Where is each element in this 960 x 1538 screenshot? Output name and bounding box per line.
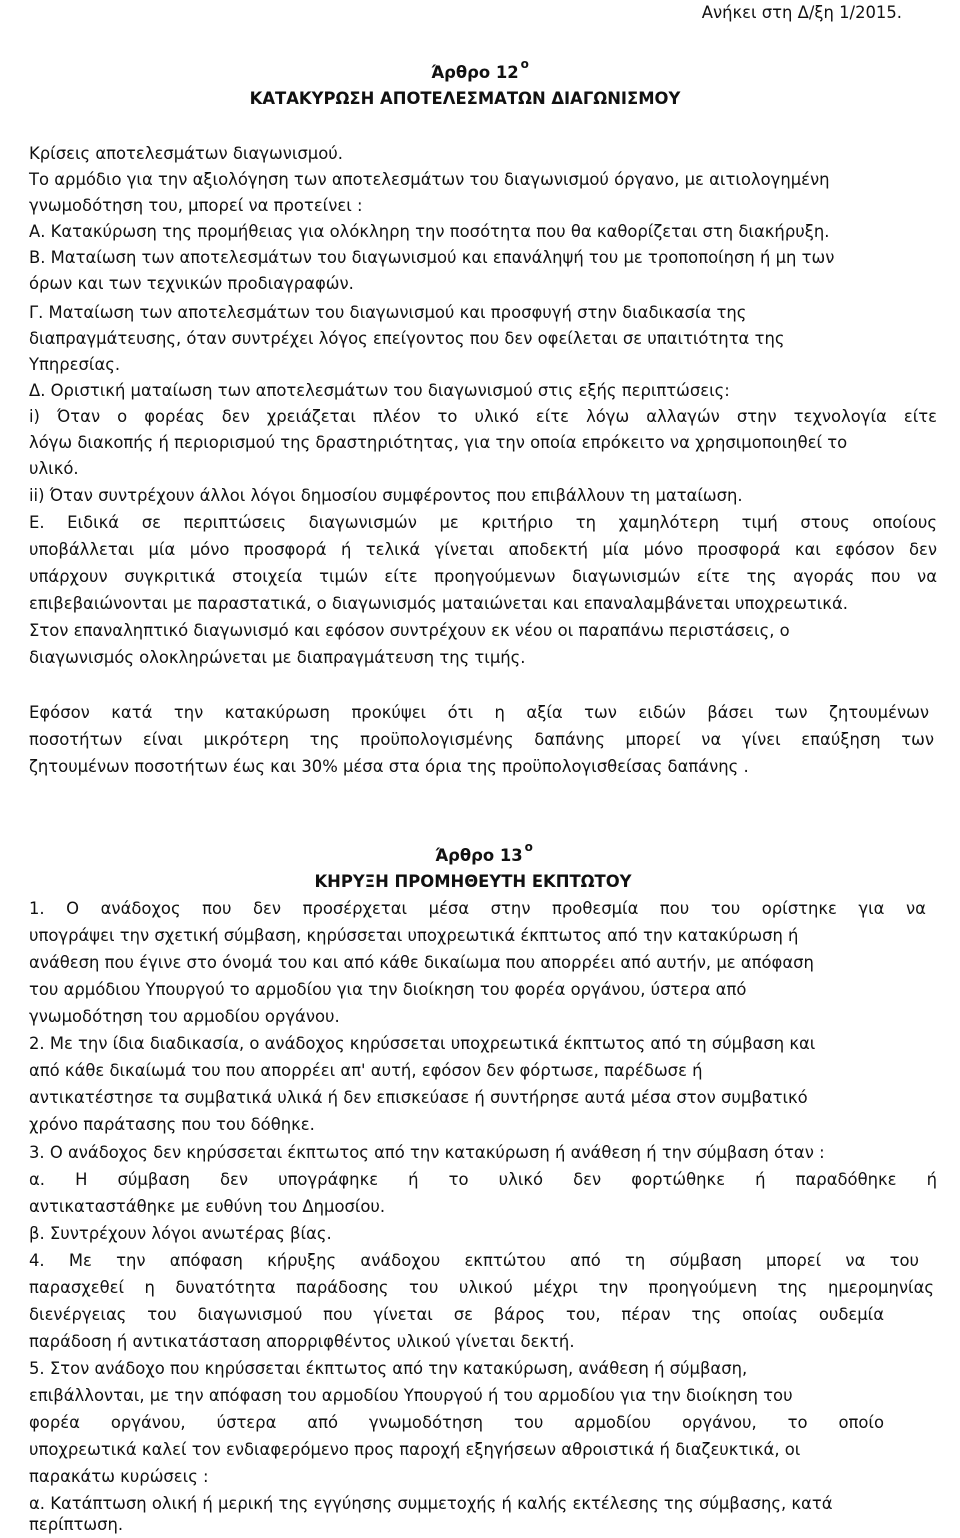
paragraph-line: Στον επαναληπτικό διαγωνισμό και εφόσον συντρέχουν εκ νέου οι παραπάνω περιστάσεις, ο bbox=[29, 621, 790, 640]
paragraph-line: 2. Με την ίδια διαδικασία, ο ανάδοχος κηρύσσεται υποχρεωτικά έκπτωτος από τη σύμβαση και bbox=[29, 1034, 816, 1053]
article-12-heading bbox=[0, 57, 960, 86]
paragraph-line: Εφόσον κατά την κατακύρωση προκύψει ότι η αξία των ειδών βάσει των ζητουμένων bbox=[29, 703, 929, 722]
article-13-title: ΚΗΡΥΞΗ ΠΡΟΜΗΘΕΥΤΗ ΕΚΠΤΩΤΟΥ bbox=[314, 872, 632, 891]
paragraph-line: 3. Ο ανάδοχος δεν κηρύσσεται έκπτωτος από την κατακύρωση ή ανάθεση ή την σύμβαση όταν : bbox=[29, 1143, 825, 1162]
paragraph-line: Ε. Ειδικά σε περιπτώσεις διαγωνισμών με κριτήριο τη χαμηλότερη τιμή στους οποίους bbox=[29, 513, 937, 532]
document-header: Ανήκει στη Δ/ξη 1/2015. bbox=[701, 3, 902, 22]
paragraph-line: i) Όταν ο φορέας δεν χρειάζεται πλέον το υλικό είτε λόγω αλλαγών στην τεχνολογία είτε bbox=[29, 407, 937, 426]
paragraph-line: υποχρεωτικά καλεί τον ενδιαφερόμενο προς παροχή εξηγήσεων αθροιστικά ή διαζευκτικά, οι bbox=[29, 1440, 801, 1459]
paragraph-line: παράδοση ή αντικατάσταση απορριφθέντος υλικού γίνεται δεκτή. bbox=[29, 1332, 575, 1351]
paragraph-line: γνωμοδότηση του αρμοδίου οργάνου. bbox=[29, 1007, 340, 1026]
paragraph-line: ανάθεση που έγινε στο όνομά του και από κάθε δικαίωμα που απορρέει από αυτήν, με απόφαση bbox=[29, 953, 814, 972]
paragraph-line: όρων και των τεχνικών προδιαγραφών. bbox=[29, 274, 354, 293]
paragraph-line: λόγω διακοπής ή περιορισμού της δραστηριότητας, για την οποία επρόκειτο να χρησιμοποιηθεί το bbox=[29, 433, 848, 452]
article-13-heading-text: Άρθρο 13 bbox=[435, 846, 523, 865]
paragraph-line: 5. Στον ανάδοχο που κηρύσσεται έκπτωτος από την κατακύρωση, ανάθεση ή σύμβαση, bbox=[29, 1359, 748, 1378]
paragraph-line: επιβεβαιώνονται με παραστατικά, ο διαγωνισμός ματαιώνεται και επαναλαμβάνεται υποχρεωτικά. bbox=[29, 594, 848, 613]
paragraph-line: χρόνο παράτασης που του δόθηκε. bbox=[29, 1115, 315, 1134]
paragraph-line: γνωμοδότηση του, μπορεί να προτείνει : bbox=[29, 196, 363, 215]
paragraph-line: Γ. Ματαίωση των αποτελεσμάτων του διαγωνισμού και προσφυγή στην διαδικασία της bbox=[29, 303, 747, 322]
article-13-superscript: ο bbox=[524, 840, 533, 854]
article-12-title: ΚΑΤΑΚΥΡΩΣΗ ΑΠΟΤΕΛΕΣΜΑΤΩΝ ΔΙΑΓΩΝΙΣΜΟΥ bbox=[249, 89, 681, 108]
paragraph-line: διαγωνισμός ολοκληρώνεται με διαπραγμάτευση της τιμής. bbox=[29, 648, 526, 667]
paragraph-line: Το αρμόδιο για την αξιολόγηση των αποτελεσμάτων του διαγωνισμού όργανο, με αιτιολογημένη bbox=[29, 170, 830, 189]
paragraph-line: από κάθε δικαίωμά του που απορρέει απ' αυτή, εφόσον δεν φόρτωσε, παρέδωσε ή bbox=[29, 1061, 703, 1080]
paragraph-line: υπάρχουν συγκριτικά στοιχεία τιμών είτε προηγούμενων διαγωνισμών είτε της αγοράς που να bbox=[29, 567, 937, 586]
paragraph-line: ποσοτήτων είναι μικρότερη της προϋπολογισμένης δαπάνης μπορεί να γίνει επαύξηση των bbox=[29, 730, 934, 749]
paragraph-line: Κρίσεις αποτελεσμάτων διαγωνισμού. bbox=[29, 144, 343, 163]
paragraph-line: αντικαταστάθηκε με ευθύνη του Δημοσίου. bbox=[29, 1197, 386, 1216]
paragraph-line: φορέα οργάνου, ύστερα από γνωμοδότηση του αρμοδίου οργάνου, το οποίο bbox=[29, 1413, 884, 1432]
paragraph-line: β. Συντρέχουν λόγοι ανωτέρας βίας. bbox=[29, 1224, 332, 1243]
paragraph-line: α. Η σύμβαση δεν υπογράφηκε ή το υλικό δεν φορτώθηκε ή παραδόθηκε ή bbox=[29, 1170, 937, 1189]
article-13-heading bbox=[4, 840, 960, 869]
paragraph-line: Β. Ματαίωση των αποτελεσμάτων του διαγωνισμού και επανάληψή του με τροποποίηση ή μη των bbox=[29, 248, 835, 267]
paragraph-line: ii) Όταν συντρέχουν άλλοι λόγοι δημοσίου συμφέροντος που επιβάλλουν τη ματαίωση. bbox=[29, 486, 743, 505]
paragraph-line: του αρμόδιου Υπουργού το αρμοδίου για την διοίκηση του φορέα οργάνου, ύστερα από bbox=[29, 980, 747, 999]
paragraph-line: Δ. Οριστική ματαίωση των αποτελεσμάτων του διαγωνισμού στις εξής περιπτώσεις: bbox=[29, 381, 730, 400]
paragraph-line: α. Κατάπτωση ολική ή μερική της εγγύησης συμμετοχής ή καλής εκτέλεσης της σύμβασης, κατά bbox=[29, 1494, 833, 1513]
paragraph-line: Υπηρεσίας. bbox=[29, 355, 121, 374]
paragraph-line: Α. Κατακύρωση της προμήθειας για ολόκληρη την ποσότητα που θα καθορίζεται στη διακήρυξη. bbox=[29, 222, 830, 241]
paragraph-line: υλικό. bbox=[29, 459, 79, 478]
paragraph-line: υπογράψει την σχετική σύμβαση, κηρύσσεται υποχρεωτικά έκπτωτος από την κατακύρωση ή bbox=[29, 926, 799, 945]
paragraph-line: 1. Ο ανάδοχος που δεν προσέρχεται μέσα στην προθεσμία που του ορίστηκε για να bbox=[29, 899, 926, 918]
paragraph-line: επιβάλλονται, με την απόφαση του αρμοδίου Υπουργού ή του αρμοδίου για την διοίκηση του bbox=[29, 1386, 793, 1405]
paragraph-line: υποβάλλεται μία μόνο προσφορά ή τελικά γίνεται αποδεκτή μία μόνο προσφορά και εφόσον δεν bbox=[29, 540, 937, 559]
paragraph-line: παρασχεθεί η δυνατότητα παράδοσης του υλικού μέχρι την προηγούμενη της ημερομηνίας bbox=[29, 1278, 934, 1297]
article-12-heading-text: Άρθρο 12 bbox=[431, 63, 519, 82]
paragraph-line: παρακάτω κυρώσεις : bbox=[29, 1467, 209, 1486]
paragraph-line: διενέργειας του διαγωνισμού που γίνεται σε βάρος του, πέραν της οποίας ουδεμία bbox=[29, 1305, 884, 1324]
paragraph-line: ζητουμένων ποσοτήτων έως και 30% μέσα στα όρια της προϋπολογισθείσας δαπάνης . bbox=[29, 757, 749, 776]
paragraph-line: περίπτωση. bbox=[29, 1515, 124, 1534]
paragraph-line: διαπραγμάτευσης, όταν συντρέχει λόγος επείγοντος που δεν οφείλεται σε υπαιτιότητα της bbox=[29, 329, 785, 348]
paragraph-line: αντικατέστησε τα συμβατικά υλικά ή δεν επισκεύασε ή συντήρησε αυτά μέσα στον συμβατικό bbox=[29, 1088, 808, 1107]
article-12-superscript: ο bbox=[520, 57, 529, 71]
paragraph-line: 4. Με την απόφαση κήρυξης ανάδοχου εκπτώτου από τη σύμβαση μπορεί να του bbox=[29, 1251, 919, 1270]
